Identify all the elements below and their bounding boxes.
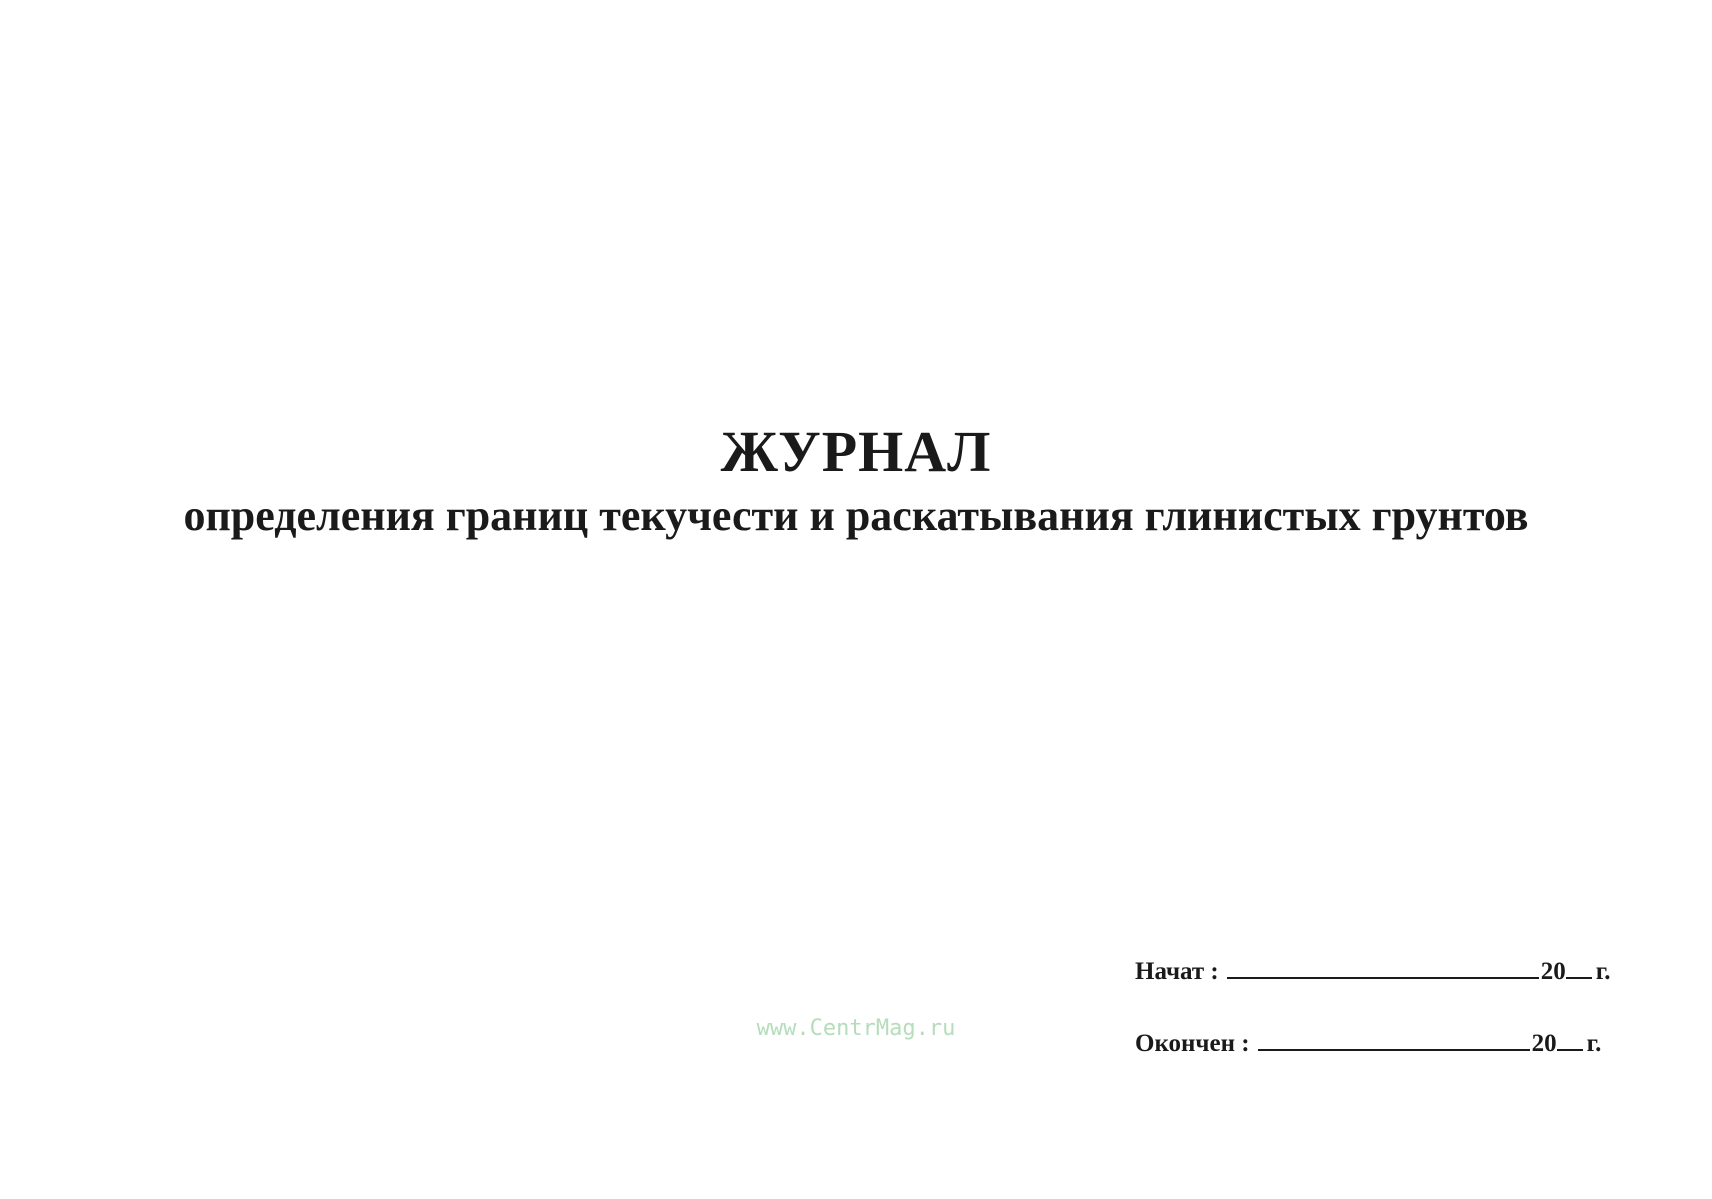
journal-title: ЖУРНАЛ (720, 419, 992, 484)
watermark: www.CentrMag.ru (756, 1016, 956, 1041)
date-started-year-suffix: г. (1595, 958, 1611, 985)
date-started-blank (1227, 955, 1539, 979)
date-ended-year-prefix: 20 (1531, 1030, 1557, 1057)
date-started-year-blank (1566, 955, 1592, 979)
date-started-year-prefix: 20 (1540, 958, 1566, 985)
date-started-label: Начат : (1135, 958, 1219, 985)
date-ended-label: Окончен : (1135, 1030, 1250, 1057)
title-block (0, 420, 1712, 542)
date-ended-year-suffix: г. (1586, 1030, 1602, 1057)
dates-block (1135, 955, 1611, 1099)
date-ended-year-blank (1557, 1027, 1583, 1051)
journal-subtitle: определения границ текучести и раскатывания глинистых грунтов (183, 491, 1529, 540)
date-ended-row (1135, 1027, 1611, 1071)
date-ended-blank (1258, 1027, 1530, 1051)
date-started-row (1135, 955, 1611, 999)
